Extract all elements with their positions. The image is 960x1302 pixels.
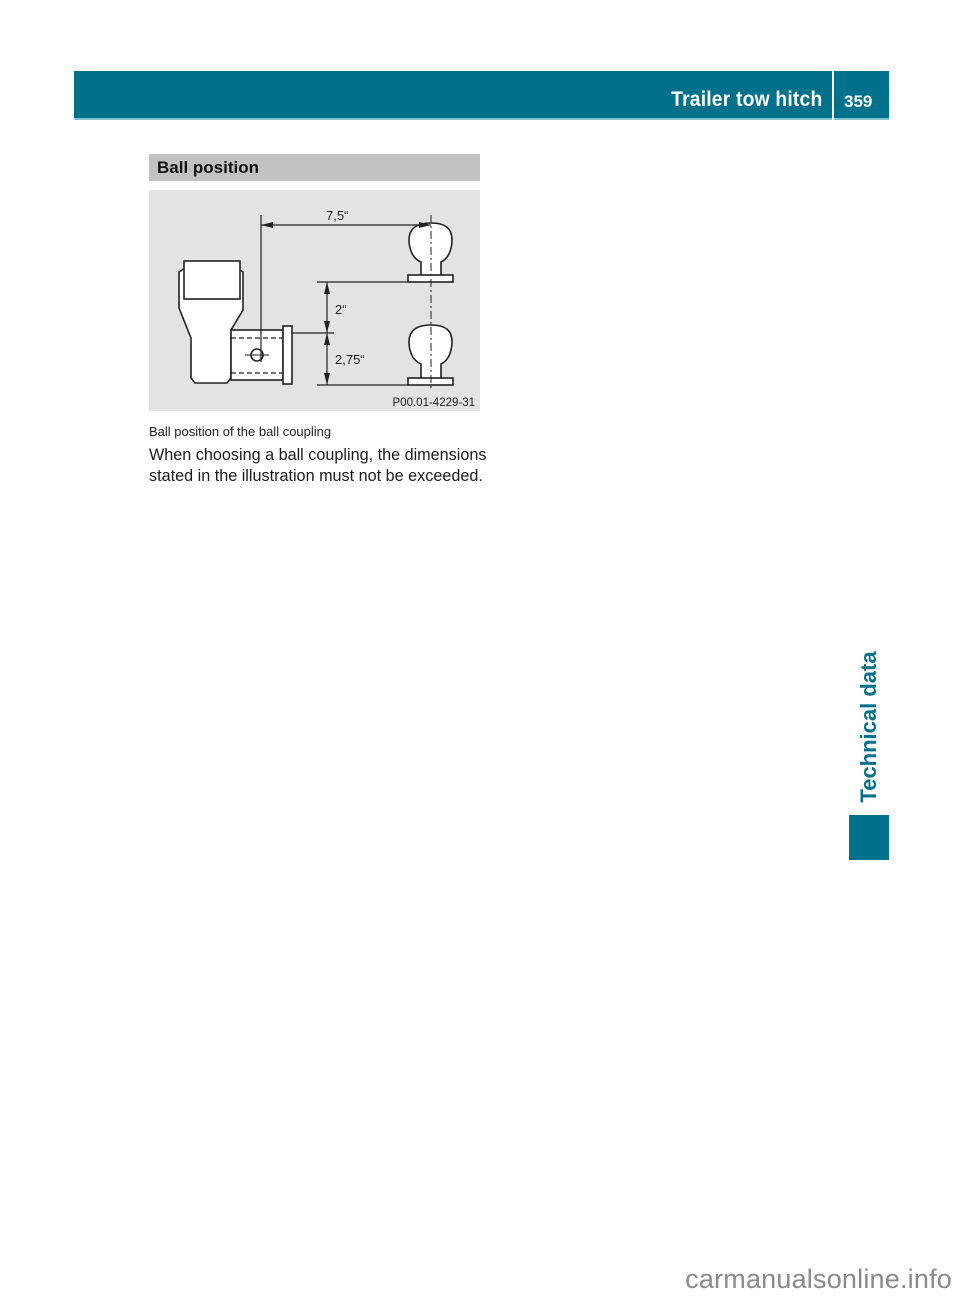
page-number: 359 [844, 92, 873, 111]
hitch-mount-top-plate [184, 261, 240, 299]
ball-position-illustration [149, 190, 480, 411]
hitch-flange [283, 326, 292, 384]
dimension-horizontal-label: 7,5“ [326, 208, 349, 223]
dimension-upper-vertical-label: 2“ [335, 302, 347, 317]
figure-reference-code: P00.01-4229-31 [392, 397, 475, 409]
side-tab [849, 645, 889, 809]
dimension-lower-vertical-label: 2,75“ [335, 352, 365, 367]
side-tab-label: Technical data [856, 651, 881, 803]
figure-caption: Ball position of the ball coupling [149, 424, 332, 439]
body-paragraph: When choosing a ball coupling, the dimensions stated in the illustration must not be exceeded. [149, 446, 487, 485]
section-heading: Ball position [149, 154, 480, 181]
watermark: carmanualsonline.info [685, 1264, 952, 1294]
page-number-box [834, 71, 889, 120]
side-tab-marker [849, 815, 889, 860]
chapter-title: Trailer tow hitch [670, 88, 822, 111]
header-bar [74, 71, 832, 120]
